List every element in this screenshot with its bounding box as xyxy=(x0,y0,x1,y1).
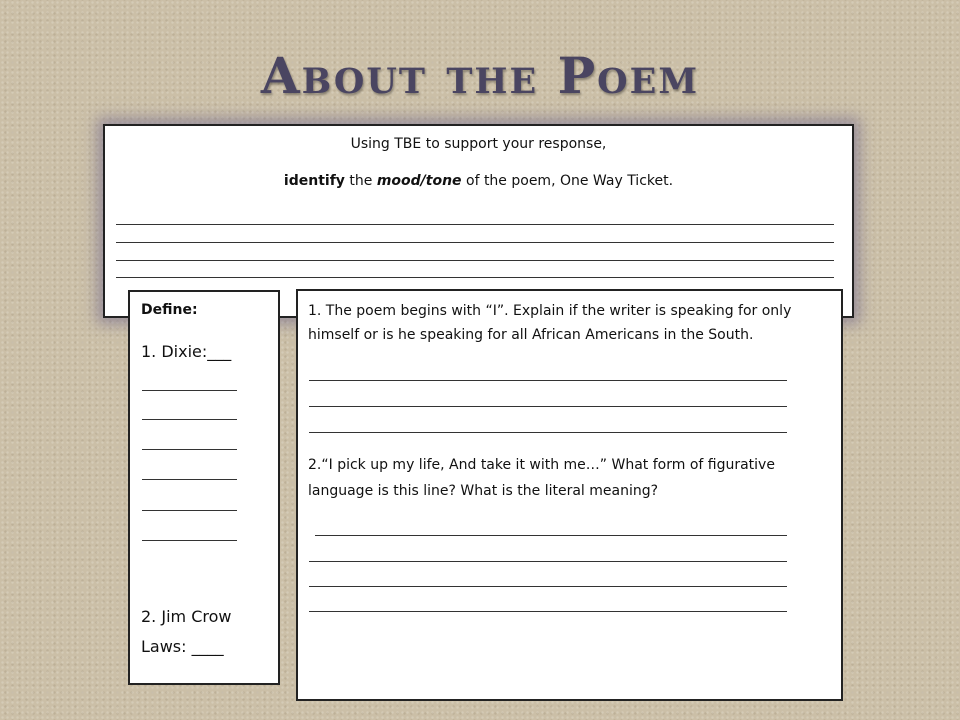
define-item-dixie: 1. Dixie:___ xyxy=(141,342,232,361)
define-box xyxy=(128,290,280,685)
answer-line xyxy=(142,540,237,541)
question-2-line-2: language is this line? What is the literal meaning? xyxy=(308,483,659,499)
answer-line xyxy=(116,224,834,225)
answer-line xyxy=(309,561,787,562)
answer-line xyxy=(142,419,237,420)
answer-line xyxy=(309,432,787,433)
prompt-verb: identify xyxy=(283,173,345,189)
prompt-emphasis: mood/tone xyxy=(376,173,462,189)
prompt-mid: the xyxy=(344,173,377,189)
question-2-line-1: 2.“I pick up my life, And take it with me…” What form of figurative xyxy=(308,457,775,473)
page-title: About the Poem xyxy=(260,46,700,105)
answer-line xyxy=(309,380,787,381)
answer-line xyxy=(309,586,787,587)
define-item-jim-crow-laws: Laws: ____ xyxy=(141,637,224,656)
answer-line xyxy=(142,510,237,511)
prompt-line-1: Using TBE to support your response, xyxy=(350,136,607,152)
question-1-line-1: 1. The poem begins with “I”. Explain if the writer is speaking for only xyxy=(308,303,792,319)
define-heading: Define: xyxy=(141,302,198,318)
answer-line xyxy=(309,611,787,612)
define-item-jim-crow: 2. Jim Crow xyxy=(141,607,232,626)
answer-line xyxy=(116,260,834,261)
question-1-line-2: himself or is he speaking for all African Americans in the South. xyxy=(308,327,754,343)
answer-line xyxy=(142,390,237,391)
answer-line xyxy=(142,479,237,480)
answer-line xyxy=(142,449,237,450)
answer-line xyxy=(116,277,834,278)
questions-box xyxy=(296,289,843,701)
prompt-line-2 xyxy=(105,173,852,189)
prompt-rest: of the poem, One Way Ticket. xyxy=(461,173,674,189)
answer-line xyxy=(116,242,834,243)
answer-line xyxy=(315,535,787,536)
answer-line xyxy=(309,406,787,407)
